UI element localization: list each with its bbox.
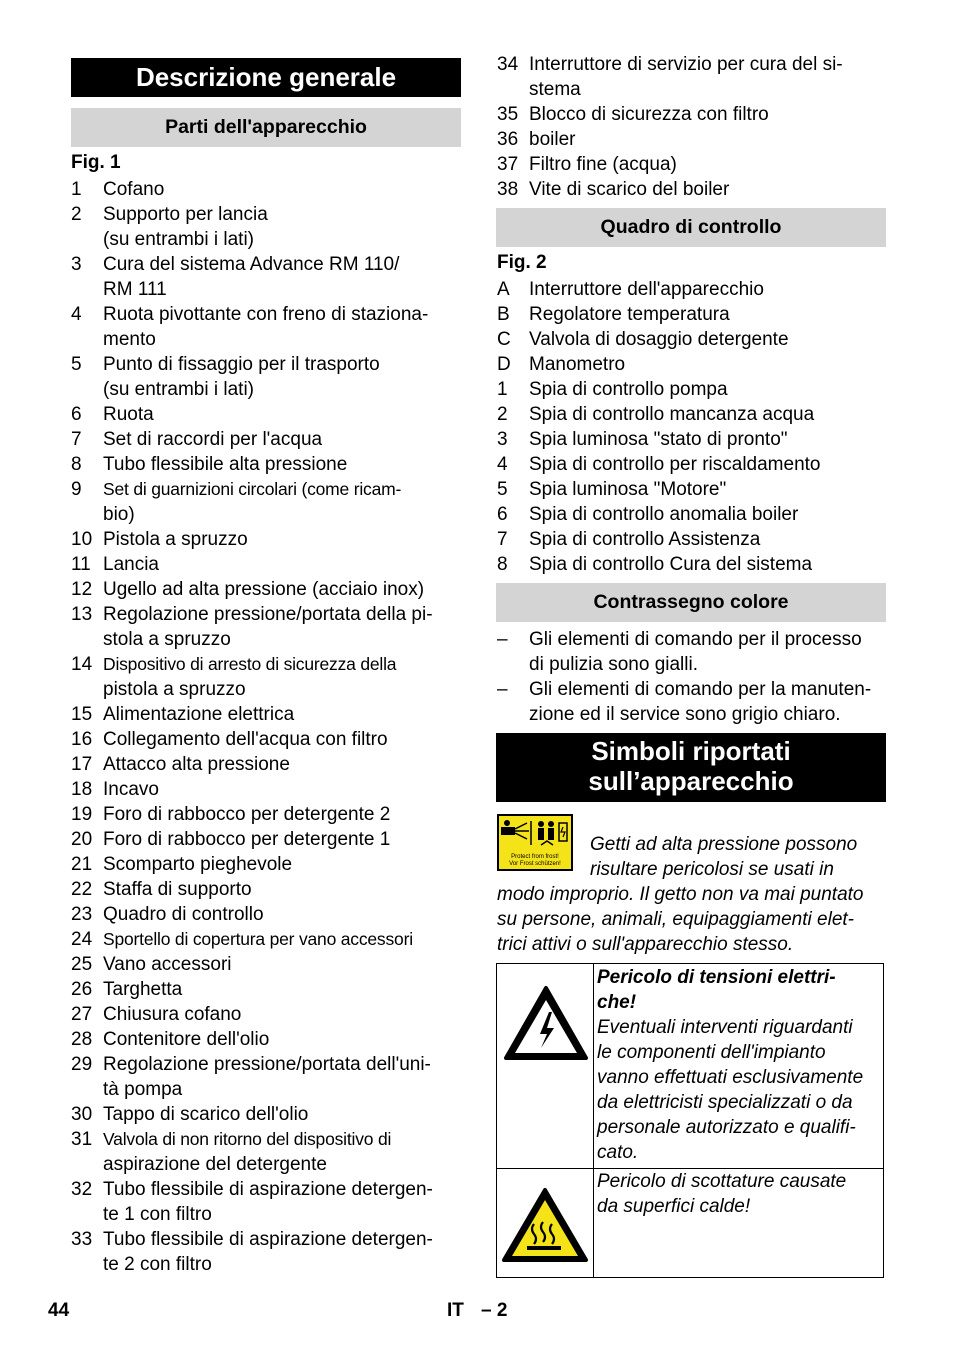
hot-surface-warning-text bbox=[597, 1169, 883, 1219]
item-number: 12 bbox=[71, 579, 93, 600]
item-text: Filtro fine (acqua) bbox=[529, 154, 677, 175]
item-number: 14 bbox=[71, 654, 93, 675]
warning-text-line: Pericolo di scottature causate bbox=[597, 1171, 847, 1192]
list-item bbox=[497, 352, 887, 377]
item-text: Regolazione pressione/portata dell'uni- bbox=[103, 1054, 431, 1075]
item-text: Cura del sistema Advance RM 110/ bbox=[103, 254, 400, 275]
list-item bbox=[71, 477, 461, 527]
fig-label-2: Fig. 2 bbox=[497, 252, 547, 273]
item-number: 18 bbox=[71, 779, 93, 800]
item-number: 9 bbox=[71, 479, 82, 500]
item-number: 26 bbox=[71, 979, 93, 1000]
item-text: Foro di rabbocco per detergente 1 bbox=[103, 829, 391, 850]
electric-warning-text bbox=[597, 965, 883, 1165]
item-text: pistola a spruzzo bbox=[103, 679, 246, 700]
item-text: di pulizia sono gialli. bbox=[529, 654, 698, 675]
warning-heading-line: che! bbox=[597, 992, 637, 1013]
list-item bbox=[497, 152, 887, 177]
list-item bbox=[71, 727, 461, 752]
item-text: Quadro di controllo bbox=[103, 904, 264, 925]
item-number: 2 bbox=[71, 204, 82, 225]
list-item bbox=[497, 377, 887, 402]
list-item bbox=[497, 552, 887, 577]
warning-text-line: le componenti dell'impianto bbox=[597, 1042, 826, 1063]
item-number: 3 bbox=[71, 254, 82, 275]
item-number: 30 bbox=[71, 1104, 93, 1125]
item-text: Blocco di sicurezza con filtro bbox=[529, 104, 769, 125]
page-number: 44 bbox=[48, 1300, 70, 1321]
item-number: 15 bbox=[71, 704, 93, 725]
list-item bbox=[71, 827, 461, 852]
list-item bbox=[71, 402, 461, 427]
item-text: bio) bbox=[103, 504, 135, 525]
list-item bbox=[71, 902, 461, 927]
item-text: Ruota pivottante con freno di staziona- bbox=[103, 304, 429, 325]
item-text: Spia di controllo mancanza acqua bbox=[529, 404, 815, 425]
list-item bbox=[497, 477, 887, 502]
list-item bbox=[71, 1177, 461, 1227]
item-text: Spia di controllo pompa bbox=[529, 379, 728, 400]
item-text: Collegamento dell'acqua con filtro bbox=[103, 729, 388, 750]
item-text: Valvola di dosaggio detergente bbox=[529, 329, 789, 350]
item-text: Manometro bbox=[529, 354, 626, 375]
label-frost-line2: Vor Frost schützen! bbox=[509, 861, 561, 867]
item-text: Set di raccordi per l'acqua bbox=[103, 429, 323, 450]
jet-warning-line: Getti ad alta pressione possono bbox=[590, 834, 858, 855]
list-item bbox=[71, 977, 461, 1002]
item-text: Targhetta bbox=[103, 979, 183, 1000]
list-item bbox=[71, 1027, 461, 1052]
list-item bbox=[71, 1052, 461, 1102]
item-number: 20 bbox=[71, 829, 93, 850]
item-number: 7 bbox=[71, 429, 82, 450]
list-item bbox=[71, 452, 461, 477]
item-text: RM 111 bbox=[103, 279, 167, 300]
item-number: 6 bbox=[497, 504, 508, 525]
label-frost-line1: Protect from frost! bbox=[511, 854, 559, 860]
section-title-simboli-line2: sull’apparecchio bbox=[588, 766, 794, 796]
item-text: Vano accessori bbox=[103, 954, 232, 975]
list-item bbox=[71, 1102, 461, 1127]
item-text: Supporto per lancia bbox=[103, 204, 268, 225]
list-item bbox=[71, 252, 461, 302]
item-text: Tappo di scarico dell'olio bbox=[103, 1104, 309, 1125]
list-item bbox=[71, 1227, 461, 1277]
item-number: 29 bbox=[71, 1054, 93, 1075]
item-number: 1 bbox=[71, 179, 82, 200]
item-text: Interruttore di servizio per cura del si- bbox=[529, 54, 843, 75]
list-item bbox=[497, 127, 887, 152]
item-number: 5 bbox=[71, 354, 82, 375]
item-number: 22 bbox=[71, 879, 93, 900]
item-number: 5 bbox=[497, 479, 508, 500]
item-text: Sportello di copertura per vano accessori bbox=[103, 929, 413, 949]
item-text: Contenitore dell'olio bbox=[103, 1029, 270, 1050]
warning-table bbox=[496, 963, 884, 1278]
item-number: 13 bbox=[71, 604, 93, 625]
item-text: Spia luminosa "Motore" bbox=[529, 479, 727, 500]
item-text: boiler bbox=[529, 129, 576, 150]
item-number: C bbox=[497, 329, 511, 350]
list-item bbox=[71, 527, 461, 552]
item-text: Tubo flessibile di aspirazione detergen- bbox=[103, 1179, 433, 1200]
item-text: Cofano bbox=[103, 179, 165, 200]
item-text: Spia luminosa "stato di pronto" bbox=[529, 429, 788, 450]
item-text: tà pompa bbox=[103, 1079, 183, 1100]
item-text: mento bbox=[103, 329, 156, 350]
list-item bbox=[497, 627, 887, 677]
item-number: 8 bbox=[497, 554, 508, 575]
item-number: 24 bbox=[71, 929, 93, 950]
item-number: 6 bbox=[71, 404, 82, 425]
list-item bbox=[71, 552, 461, 577]
list-item bbox=[71, 777, 461, 802]
item-number: – bbox=[497, 629, 508, 650]
subsection-title-parti: Parti dell'apparecchio bbox=[71, 108, 461, 147]
item-text: Tubo flessibile di aspirazione detergen- bbox=[103, 1229, 433, 1250]
item-text: Pistola a spruzzo bbox=[103, 529, 248, 550]
list-item bbox=[71, 1127, 461, 1177]
list-item bbox=[497, 402, 887, 427]
item-text: Alimentazione elettrica bbox=[103, 704, 295, 725]
item-number: 36 bbox=[497, 129, 519, 150]
list-item bbox=[71, 352, 461, 402]
item-text: Tubo flessibile alta pressione bbox=[103, 454, 348, 475]
language-code: IT bbox=[447, 1300, 464, 1321]
item-number: 1 bbox=[497, 379, 508, 400]
list-item bbox=[71, 852, 461, 877]
jet-warning-line: risultare pericolosi se usati in bbox=[590, 859, 834, 880]
warning-heading-line: Pericolo di tensioni elettri- bbox=[597, 967, 836, 988]
list-item bbox=[71, 752, 461, 777]
list-item bbox=[71, 427, 461, 452]
jet-warning-line: su persone, animali, equipaggiamenti elet- bbox=[497, 909, 854, 930]
item-text: (su entrambi i lati) bbox=[103, 379, 254, 400]
item-text: Spia di controllo per riscaldamento bbox=[529, 454, 821, 475]
item-number: D bbox=[497, 354, 511, 375]
item-text: Regolatore temperatura bbox=[529, 304, 730, 325]
item-number: 16 bbox=[71, 729, 93, 750]
jet-warning-line: modo improprio. Il getto non va mai puntato bbox=[497, 884, 864, 905]
item-number: 21 bbox=[71, 854, 93, 875]
item-text: Interruttore dell'apparecchio bbox=[529, 279, 764, 300]
item-number: 4 bbox=[497, 454, 508, 475]
warning-text-line: Eventuali interventi riguardanti bbox=[597, 1017, 853, 1038]
jet-warning-line: trici attivi o sull'apparecchio stesso. bbox=[497, 934, 794, 955]
item-text: Scomparto pieghevole bbox=[103, 854, 293, 875]
list-item bbox=[71, 602, 461, 652]
item-number: 19 bbox=[71, 804, 93, 825]
item-text: Lancia bbox=[103, 554, 159, 575]
item-text: Set di guarnizioni circolari (come ricam- bbox=[103, 479, 402, 499]
item-text: Chiusura cofano bbox=[103, 1004, 242, 1025]
section-title-simboli bbox=[496, 733, 886, 802]
list-item bbox=[497, 677, 887, 727]
list-item bbox=[71, 877, 461, 902]
high-pressure-warning-label-icon bbox=[497, 814, 573, 871]
subsection-title-contrassegno: Contrassegno colore bbox=[496, 583, 886, 622]
item-number: 3 bbox=[497, 429, 508, 450]
warning-text-line: da elettricisti specializzati o da bbox=[597, 1092, 853, 1113]
item-text: Ruota bbox=[103, 404, 154, 425]
list-item bbox=[497, 502, 887, 527]
warning-text-line: vanno effettuati esclusivamente bbox=[597, 1067, 864, 1088]
item-number: 7 bbox=[497, 529, 508, 550]
list-item bbox=[71, 952, 461, 977]
item-text: te 2 con filtro bbox=[103, 1254, 212, 1275]
item-text: te 1 con filtro bbox=[103, 1204, 212, 1225]
item-text: Attacco alta pressione bbox=[103, 754, 290, 775]
section-title-simboli-line1: Simboli riportati bbox=[591, 736, 791, 766]
item-number: 34 bbox=[497, 54, 519, 75]
item-text: Spia di controllo Cura del sistema bbox=[529, 554, 813, 575]
item-number: 35 bbox=[497, 104, 519, 125]
list-item bbox=[71, 177, 461, 202]
list-item bbox=[71, 302, 461, 352]
list-item bbox=[71, 577, 461, 602]
subsection-title-quadro: Quadro di controllo bbox=[496, 208, 886, 247]
warning-text-line: personale autorizzato e qualifi- bbox=[597, 1117, 856, 1138]
list-item bbox=[497, 527, 887, 552]
list-item bbox=[71, 927, 461, 952]
page-sub-number: – 2 bbox=[481, 1300, 508, 1321]
fig-label-1: Fig. 1 bbox=[71, 152, 121, 173]
item-number: 38 bbox=[497, 179, 519, 200]
list-item bbox=[497, 52, 887, 102]
item-number: 33 bbox=[71, 1229, 93, 1250]
item-text: zione ed il service sono grigio chiaro. bbox=[529, 704, 841, 725]
item-number: 23 bbox=[71, 904, 93, 925]
list-item bbox=[497, 177, 887, 202]
item-text: stola a spruzzo bbox=[103, 629, 231, 650]
warning-text-line: da superfici calde! bbox=[597, 1196, 751, 1217]
item-text: Valvola di non ritorno del dispositivo di bbox=[103, 1129, 392, 1149]
list-item bbox=[497, 302, 887, 327]
item-text: Foro di rabbocco per detergente 2 bbox=[103, 804, 391, 825]
item-number: B bbox=[497, 304, 510, 325]
list-item bbox=[71, 652, 461, 702]
item-text: Ugello ad alta pressione (acciaio inox) bbox=[103, 579, 425, 600]
list-item bbox=[497, 102, 887, 127]
item-number: 31 bbox=[71, 1129, 93, 1150]
list-item bbox=[71, 702, 461, 727]
item-text: aspirazione del detergente bbox=[103, 1154, 327, 1175]
item-number: 32 bbox=[71, 1179, 93, 1200]
item-text: Gli elementi di comando per la manuten- bbox=[529, 679, 872, 700]
item-text: Vite di scarico del boiler bbox=[529, 179, 730, 200]
item-text: Spia di controllo Assistenza bbox=[529, 529, 761, 550]
item-number: 4 bbox=[71, 304, 82, 325]
item-text: Regolazione pressione/portata della pi- bbox=[103, 604, 433, 625]
item-text: Punto di fissaggio per il trasporto bbox=[103, 354, 380, 375]
item-text: stema bbox=[529, 79, 581, 100]
item-number: 2 bbox=[497, 404, 508, 425]
list-item bbox=[497, 277, 887, 302]
section-title-descrizione: Descrizione generale bbox=[71, 58, 461, 97]
item-text: Staffa di supporto bbox=[103, 879, 252, 900]
list-item bbox=[71, 1002, 461, 1027]
item-text: (su entrambi i lati) bbox=[103, 229, 254, 250]
item-text: Spia di controllo anomalia boiler bbox=[529, 504, 799, 525]
warning-text-line: cato. bbox=[597, 1142, 639, 1163]
item-number: 28 bbox=[71, 1029, 93, 1050]
item-number: 17 bbox=[71, 754, 93, 775]
list-item bbox=[71, 202, 461, 252]
item-number: – bbox=[497, 679, 508, 700]
list-item bbox=[497, 327, 887, 352]
item-number: 10 bbox=[71, 529, 93, 550]
list-item bbox=[497, 452, 887, 477]
hot-surface-icon bbox=[500, 1186, 590, 1266]
item-text: Dispositivo di arresto di sicurezza della bbox=[103, 654, 397, 674]
item-number: 11 bbox=[71, 554, 91, 575]
item-number: 8 bbox=[71, 454, 82, 475]
item-number: 27 bbox=[71, 1004, 93, 1025]
item-number: A bbox=[497, 279, 510, 300]
item-text: Gli elementi di comando per il processo bbox=[529, 629, 862, 650]
electric-hazard-icon bbox=[502, 984, 590, 1064]
item-number: 37 bbox=[497, 154, 519, 175]
item-text: Incavo bbox=[103, 779, 159, 800]
list-item bbox=[497, 427, 887, 452]
table-divider-vertical bbox=[593, 964, 594, 1277]
item-number: 25 bbox=[71, 954, 93, 975]
list-item bbox=[71, 802, 461, 827]
